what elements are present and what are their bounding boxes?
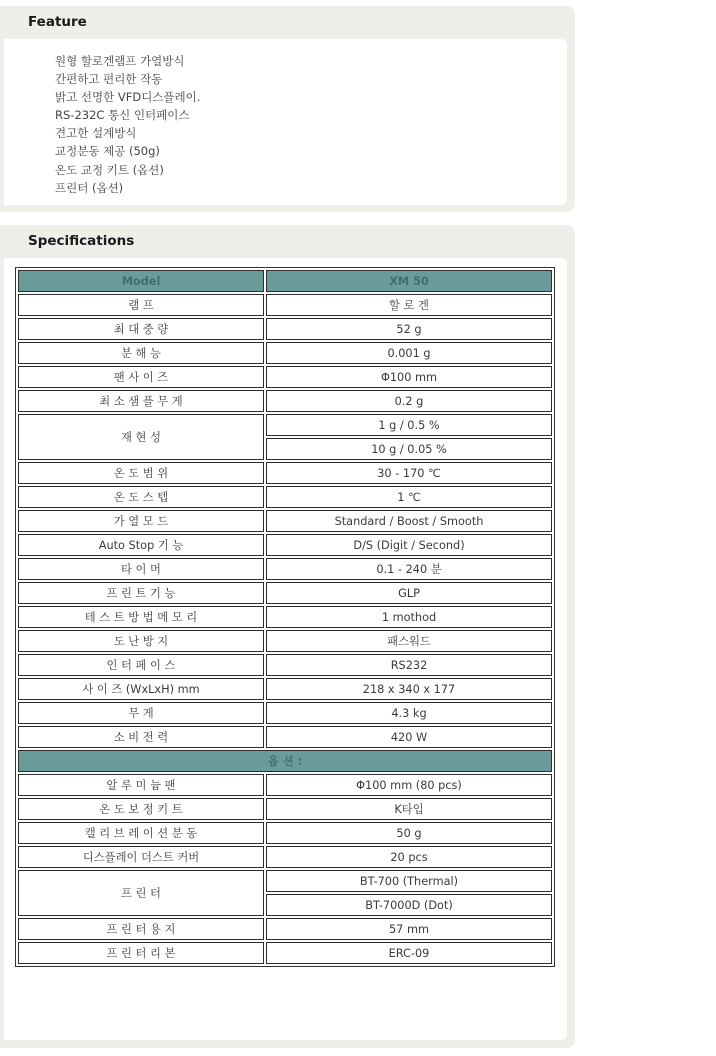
spec-row [18,534,552,556]
spec-label: 온 도 보 정 키 트 [18,798,264,820]
spec-value: Φ100 mm (80 pcs) [266,774,552,796]
specifications-title: Specifications [28,233,135,249]
spec-label: 팬 사 이 즈 [18,366,264,388]
spec-label: 소 비 전 력 [18,726,264,748]
spec-value: 30 - 170 ℃ [266,462,552,484]
spec-label: 프 린 터 [18,870,264,916]
feature-item: 온도 교정 키트 (옵션) [55,162,164,177]
feature-item: 원형 할로겐램프 가열방식 [55,54,185,68]
spec-label: 도 난 방 지 [18,630,264,652]
feature-panel [0,6,575,212]
spec-value: 420 W [266,726,552,748]
spec-label: 온 도 스 텝 [18,486,264,508]
spec-value: 0.001 g [266,342,552,364]
spec-header-value: XM 50 [266,270,552,292]
spec-label: 분 해 능 [18,342,264,364]
spec-label: 재 현 성 [18,414,264,460]
spec-row [18,294,552,316]
spec-header-label: Model [18,270,264,292]
spec-row [18,846,552,868]
spec-value: RS232 [266,654,552,676]
spec-value: 20 pcs [266,846,552,868]
spec-label: 사 이 즈 (WxLxH) mm [18,678,264,700]
spec-label: 프 린 트 기 능 [18,582,264,604]
spec-row [18,486,552,508]
spec-row [18,342,552,364]
options-header-row [18,750,552,772]
spec-label: 온 도 범 위 [18,462,264,484]
spec-value: 0.2 g [266,390,552,412]
spec-row [18,942,552,964]
feature-list [55,52,200,197]
spec-label: 캘 리 브 레 이 션 분 동 [18,822,264,844]
spec-row [18,582,552,604]
specifications-panel [0,225,575,1048]
spec-label: 최 소 샘 플 무 게 [18,390,264,412]
spec-value: Φ100 mm [266,366,552,388]
spec-value: D/S (Digit / Second) [266,534,552,556]
spec-label: 디스플레이 더스트 커버 [18,846,264,868]
spec-label: 램 프 [18,294,264,316]
feature-item: 견고한 설계방식 [55,126,137,141]
spec-row [18,774,552,796]
spec-row [18,366,552,388]
spec-label: 프 린 터 용 지 [18,918,264,940]
spec-label: 가 열 모 드 [18,510,264,532]
feature-title: Feature [28,14,87,30]
spec-label: Auto Stop 기 능 [18,534,264,556]
spec-row [18,462,552,484]
feature-item: RS-232C 통신 인터페이스 [55,108,190,123]
spec-row [18,822,552,844]
feature-item: 간편하고 편리한 작동 [55,72,163,87]
spec-value: 1 g / 0.5 % [266,414,552,436]
spec-label: 최 대 중 량 [18,318,264,340]
spec-row [18,414,552,436]
spec-value: GLP [266,582,552,604]
spec-value: 50 g [266,822,552,844]
spec-row [18,918,552,940]
spec-row [18,630,552,652]
spec-value: BT-700 (Thermal) [266,870,552,892]
spec-label: 무 게 [18,702,264,724]
spec-value: Standard / Boost / Smooth [266,510,552,532]
spec-value: 57 mm [266,918,552,940]
spec-row [18,726,552,748]
spec-value: ERC-09 [266,942,552,964]
spec-row [18,798,552,820]
spec-value: 218 x 340 x 177 [266,678,552,700]
spec-value: 할 로 겐 [266,294,552,316]
spec-value: K타입 [266,798,552,820]
feature-item: 밝고 선명한 VFD디스플레이. [55,90,201,105]
spec-row [18,510,552,532]
feature-content [4,39,567,205]
spec-row [18,558,552,580]
spec-row [18,702,552,724]
spec-label: 테 스 트 방 법 메 모 리 [18,606,264,628]
options-header: 옵 션 : [18,750,552,772]
spec-value: 0.1 - 240 분 [266,558,552,580]
spec-value: BT-7000D (Dot) [266,894,552,916]
spec-header-row [18,270,552,292]
spec-row [18,318,552,340]
feature-item: 프린터 (옵션) [55,180,124,195]
spec-value: 1 mothod [266,606,552,628]
specifications-content [4,258,567,1040]
spec-value: 1 ℃ [266,486,552,508]
spec-label: 알 루 미 늄 팬 [18,774,264,796]
spec-row [18,606,552,628]
spec-label: 프 린 터 리 본 [18,942,264,964]
spec-table [15,267,555,967]
spec-row [18,654,552,676]
spec-value: 10 g / 0.05 % [266,438,552,460]
feature-item: 교정분동 제공 (50g) [55,144,160,159]
spec-row [18,390,552,412]
spec-row [18,870,552,892]
spec-value: 4.3 kg [266,702,552,724]
spec-label: 인 터 페 이 스 [18,654,264,676]
spec-value: 52 g [266,318,552,340]
spec-value: 패스워드 [266,630,552,652]
spec-label: 타 이 머 [18,558,264,580]
spec-row [18,678,552,700]
